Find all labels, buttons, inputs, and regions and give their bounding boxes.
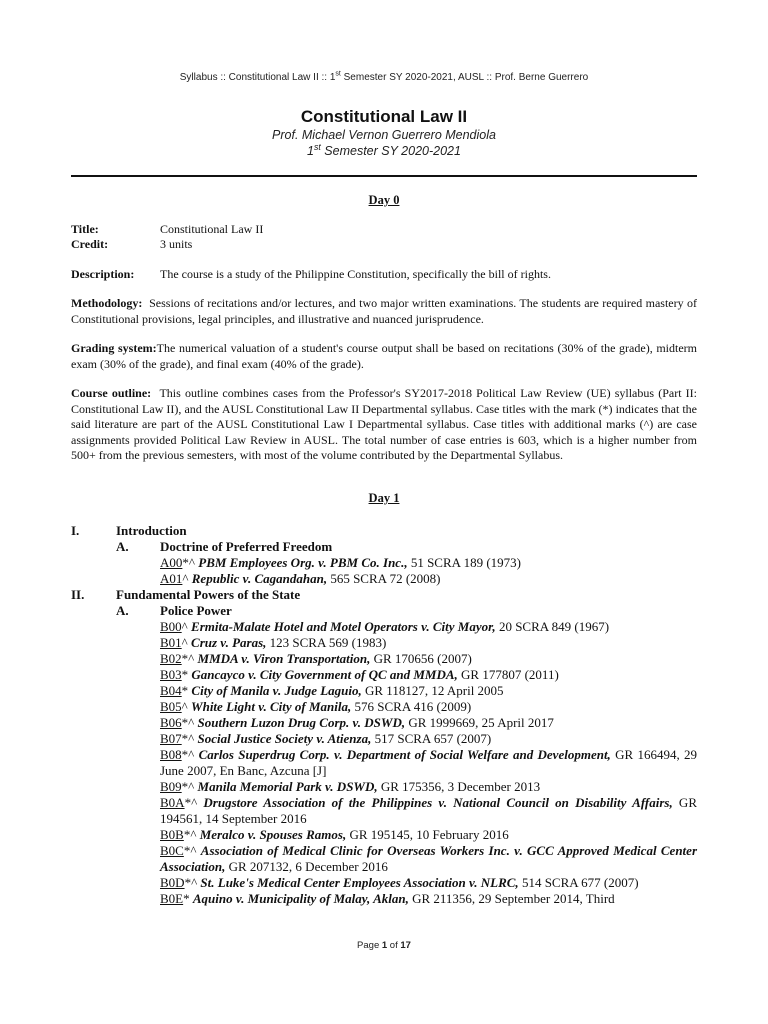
title-label: Title: — [71, 222, 99, 236]
case-citation: 576 SCRA 416 (2009) — [351, 699, 472, 714]
case-title: White Light v. City of Manila, — [191, 699, 352, 714]
case-citation: GR 177807 (2011) — [457, 667, 559, 682]
case-mark: *^ — [181, 779, 195, 794]
case-citation: 514 SCRA 677 (2007) — [518, 875, 639, 890]
case-code: B07 — [160, 731, 182, 746]
case-citation: GR 170656 (2007) — [370, 651, 472, 666]
case-code: B05 — [160, 699, 182, 714]
case-entry — [160, 635, 697, 651]
case-mark: * — [183, 891, 190, 906]
case-mark: ^ — [181, 619, 188, 634]
case-entry — [160, 667, 697, 683]
case-entry — [160, 731, 697, 747]
methodology-paragraph — [71, 296, 697, 327]
case-citation: 123 SCRA 569 (1983) — [266, 635, 387, 650]
grading-paragraph — [71, 341, 697, 372]
page-footer: Page 1 of 17 — [357, 940, 411, 951]
case-citation: GR 166494, 29 June 2007, En Banc, Azcuna [J] — [160, 747, 698, 778]
day-1-heading: Day 1 — [368, 491, 400, 505]
case-mark: ^ — [181, 635, 188, 650]
methodology-label: Methodology: — [71, 296, 143, 310]
description-label: Description: — [71, 267, 135, 281]
case-code: B09 — [160, 779, 182, 794]
case-title: Association of Medical Clinic for Overseas Workers Inc. v. GCC Approved Medical Center Association, — [160, 843, 698, 874]
section-number: I. — [71, 523, 80, 538]
course-outline-text: This outline combines cases from the Professor's SY2017-2018 Political Law Review (UE) syllabus (Part II: Constitutional Law II), and the AUSL Constitutional Law II Departmental syllabus. Case titles with the mark (*) indicates that the said literature are part of the AUSL Constitutional Law I Departmental syllabus. Case titles with additional marks (^) are case assignments provided Political Law Review in AUSL. The total number of case entries is 603, which is a higher number from 500+ from the previous semesters, with most of the volume contributed by the Departmental Syllabus. — [71, 386, 698, 462]
case-mark: * — [181, 667, 189, 682]
case-citation: GR 194561, 14 September 2016 — [160, 795, 697, 826]
case-entry — [160, 683, 697, 699]
section-number: II. — [71, 587, 85, 602]
credit-value: 3 units — [160, 237, 193, 251]
case-code: B02 — [160, 651, 182, 666]
grading-text: The numerical valuation of a student's course output shall be based on recitations (30% of the grade), midterm exam (30% of the grade), and final exam (40% of the grade). — [71, 341, 698, 371]
case-title: Carlos Superdrug Corp. v. Department of Social Welfare and Development, — [198, 747, 611, 762]
case-citation: GR 175356, 3 December 2013 — [377, 779, 541, 794]
case-entry — [160, 891, 697, 907]
description-text: The course is a study of the Philippine Constitution, specifically the bill of rights. — [160, 267, 551, 281]
case-title: PBM Employees Org. v. PBM Co. Inc., — [198, 555, 408, 570]
credit-label: Credit: — [71, 237, 109, 251]
case-code: B0B — [160, 827, 184, 842]
case-entry — [160, 747, 697, 779]
case-code: B01 — [160, 635, 182, 650]
case-citation: 565 SCRA 72 (2008) — [327, 571, 441, 586]
case-title: St. Luke's Medical Center Employees Association v. NLRC, — [200, 875, 519, 890]
case-code: B0C — [160, 843, 184, 858]
case-code: A00 — [160, 555, 183, 570]
case-entry — [160, 651, 697, 667]
case-code: B0D — [160, 875, 185, 890]
section-title: Fundamental Powers of the State — [116, 587, 301, 602]
case-title: Gancayco v. City Government of QC and MMDA, — [191, 667, 458, 682]
case-entry — [160, 715, 697, 731]
case-mark: ^ — [182, 571, 189, 586]
subsection-title: Doctrine of Preferred Freedom — [160, 539, 333, 554]
case-entry — [160, 795, 697, 827]
case-mark: * — [181, 683, 189, 698]
case-code: B08 — [160, 747, 182, 762]
case-title: Southern Luzon Drug Corp. v. DSWD, — [197, 715, 406, 730]
case-citation: 20 SCRA 849 (1967) — [495, 619, 610, 634]
case-code: B06 — [160, 715, 182, 730]
document-title: Constitutional Law II — [300, 107, 468, 126]
title-value: Constitutional Law II — [160, 222, 264, 236]
case-entry — [160, 619, 697, 635]
grading-label: Grading system: — [71, 341, 157, 355]
case-code: B0E — [160, 891, 184, 906]
case-code: B04 — [160, 683, 182, 698]
professor-name: Prof. Michael Vernon Guerrero Mendiola — [272, 128, 496, 142]
case-citation: GR 1999669, 25 April 2017 — [405, 715, 554, 730]
course-outline-label: Course outline: — [71, 386, 152, 400]
case-code: A01 — [160, 571, 183, 586]
day-0-heading: Day 0 — [368, 193, 400, 207]
title-divider — [71, 175, 697, 177]
case-mark: *^ — [181, 747, 195, 762]
case-title: Republic v. Cagandahan, — [191, 571, 328, 586]
case-citation: GR 195145, 10 February 2016 — [346, 827, 509, 842]
case-title: Meralco v. Spouses Ramos, — [199, 827, 347, 842]
subsection-title: Police Power — [160, 603, 232, 618]
case-citation: GR 211356, 29 September 2014, Third — [408, 891, 615, 906]
case-mark: *^ — [181, 651, 195, 666]
case-title: Drugstore Association of the Philippines v. National Council on Disability Affairs, — [203, 795, 673, 810]
case-entry — [160, 571, 697, 587]
case-title: Ermita-Malate Hotel and Motel Operators v. City Mayor, — [191, 619, 496, 634]
case-code: B00 — [160, 619, 182, 634]
case-mark: *^ — [184, 795, 198, 810]
case-citation: GR 207132, 6 December 2016 — [225, 859, 388, 874]
case-citation: GR 118127, 12 April 2005 — [361, 683, 504, 698]
case-title: MMDA v. Viron Transportation, — [197, 651, 371, 666]
subsection-letter: A. — [116, 603, 129, 618]
case-entry — [160, 843, 697, 875]
case-mark: ^ — [181, 699, 188, 714]
case-mark: *^ — [182, 555, 195, 570]
case-entry — [160, 779, 697, 795]
course-outline-paragraph — [71, 386, 697, 464]
case-code: B0A — [160, 795, 185, 810]
case-entry — [160, 699, 697, 715]
case-entry — [160, 555, 697, 571]
case-entry — [160, 875, 697, 891]
case-citation: 51 SCRA 189 (1973) — [407, 555, 521, 570]
case-citation: 517 SCRA 657 (2007) — [371, 731, 492, 746]
case-title: Cruz v. Paras, — [191, 635, 267, 650]
case-mark: *^ — [183, 827, 197, 842]
case-mark: *^ — [183, 843, 197, 858]
case-code: B03 — [160, 667, 182, 682]
case-title: City of Manila v. Judge Laguio, — [191, 683, 362, 698]
case-mark: *^ — [181, 731, 195, 746]
subsection-letter: A. — [116, 539, 129, 554]
section-title: Introduction — [116, 523, 187, 538]
running-header: Syllabus :: Constitutional Law II :: 1st Semester SY 2020-2021, AUSL :: Prof. Berne Guerrero — [179, 70, 589, 83]
case-mark: *^ — [181, 715, 195, 730]
semester-line: 1st Semester SY 2020-2021 — [307, 141, 461, 158]
case-title: Social Justice Society v. Atienza, — [197, 731, 372, 746]
methodology-text: Sessions of recitations and/or lectures, and two major written examinations. The students are required mastery of Constitutional provisions, legal principles, and illustrative and nuanced jurisprudence. — [71, 296, 698, 326]
case-title: Manila Memorial Park v. DSWD, — [197, 779, 378, 794]
case-title: Aquino v. Municipality of Malay, Aklan, — [192, 891, 409, 906]
case-entry — [160, 827, 697, 843]
case-mark: *^ — [184, 875, 198, 890]
